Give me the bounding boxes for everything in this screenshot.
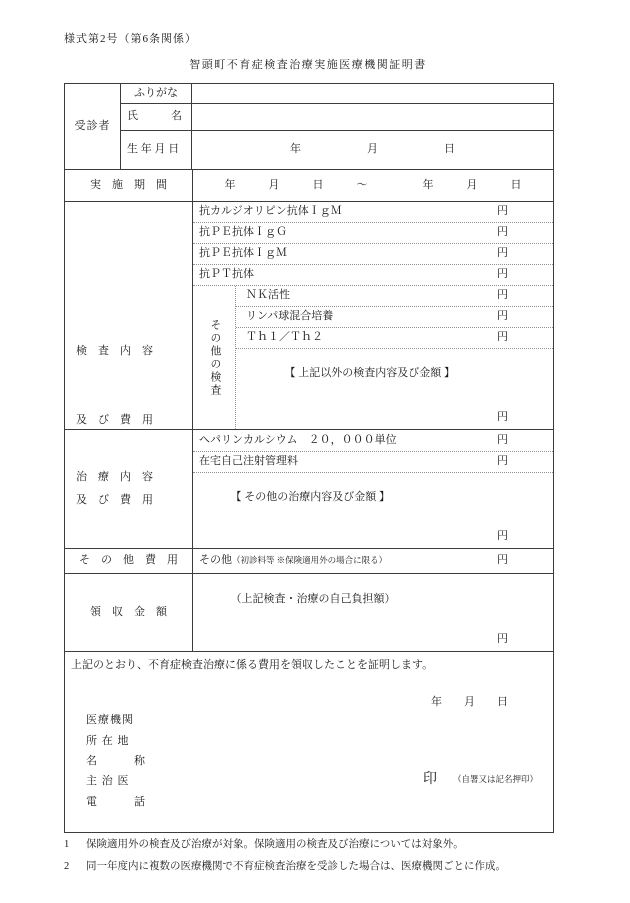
patient-rows bbox=[121, 84, 553, 169]
treatment-label-line1: 治 療 内 容 bbox=[76, 471, 153, 483]
note-item bbox=[64, 838, 574, 851]
other-fee-item-note: （初診料等 ※保険適用外の場合に限る） bbox=[232, 555, 388, 566]
treatment-free-label: 【 その他の治療内容及び金額 】 bbox=[230, 490, 390, 503]
treatment-section bbox=[65, 429, 553, 548]
exam-subitem-row bbox=[236, 328, 553, 349]
yen-unit: 円 bbox=[497, 310, 508, 323]
exam-label-line1: 検 査 内 容 bbox=[76, 345, 153, 357]
birthdate-label: 生 年 月 日 bbox=[121, 131, 192, 169]
birthdate-row bbox=[121, 130, 553, 169]
yen-unit: 円 bbox=[497, 633, 508, 646]
exam-item-row bbox=[193, 202, 553, 223]
note-number: 1 bbox=[64, 839, 70, 850]
certificate-table bbox=[64, 83, 554, 833]
receipt-section bbox=[65, 573, 553, 651]
exam-item-row bbox=[193, 265, 553, 286]
exam-item-row bbox=[193, 244, 553, 265]
yen-unit: 円 bbox=[497, 289, 508, 302]
yen-unit: 円 bbox=[497, 455, 508, 468]
exam-subitem-label: Ｔｈ１／Ｔｈ２ bbox=[246, 331, 323, 344]
furigana-blank-field bbox=[192, 84, 553, 103]
other-exam-free-label: 【 上記以外の検査内容及び金額 】 bbox=[284, 366, 455, 379]
period-label: 実 施 期 間 bbox=[65, 170, 193, 201]
exam-subitem-label: リンパ球混合培養 bbox=[246, 310, 334, 323]
other-exam-free-area bbox=[236, 349, 553, 429]
doctor-label: 主 治 医 bbox=[86, 775, 130, 787]
period-value-cell bbox=[193, 170, 553, 201]
receipt-content bbox=[193, 574, 553, 651]
other-fee-section bbox=[65, 548, 553, 573]
seal-note: （自署又は記名押印） bbox=[453, 774, 539, 785]
other-fee-label: そ の 他 費 用 bbox=[65, 549, 193, 573]
exam-subitem-row bbox=[236, 286, 553, 307]
treatment-item-label: ヘパリンカルシウム ２０，０００単位 bbox=[199, 433, 397, 446]
treatment-label-line2: 及 び 費 用 bbox=[76, 494, 153, 506]
receipt-note: （上記検査・治療の自己負担額） bbox=[230, 592, 396, 605]
document-title: 智頭町不育症検査治療実施医療機関証明書 bbox=[189, 59, 427, 71]
yen-unit: 円 bbox=[497, 433, 508, 446]
other-fee-item bbox=[199, 554, 387, 568]
certify-date-placeholder: 年 月 日 bbox=[431, 696, 508, 708]
yen-unit: 円 bbox=[497, 411, 508, 424]
treatment-free-area bbox=[193, 473, 553, 548]
phone-label: 電 話 bbox=[86, 796, 146, 808]
exam-item-label: 抗カルジオリピン抗体ＩｇＭ bbox=[199, 205, 342, 218]
exam-item-label: 抗ＰＴ抗体 bbox=[199, 268, 254, 281]
certify-statement: 上記のとおり、不育症検査治療に係る費用を領収したことを証明します。 bbox=[71, 659, 434, 671]
period-section bbox=[65, 169, 553, 201]
exam-subitem-row bbox=[236, 307, 553, 328]
other-exam-items bbox=[236, 286, 553, 429]
yen-unit: 円 bbox=[497, 205, 508, 218]
treatment-item-row bbox=[193, 452, 553, 473]
name-blank-field bbox=[192, 104, 553, 130]
yen-unit: 円 bbox=[497, 554, 508, 567]
yen-unit: 円 bbox=[497, 530, 508, 543]
yen-unit: 円 bbox=[497, 247, 508, 260]
exam-label-line2: 及 び 費 用 bbox=[76, 414, 153, 426]
yen-unit: 円 bbox=[497, 268, 508, 281]
other-exam-block bbox=[193, 286, 553, 429]
patient-section bbox=[65, 84, 553, 169]
other-exam-label: その他の検査 bbox=[208, 318, 221, 397]
birthdate-placeholder: 年 月 日 bbox=[290, 143, 455, 156]
other-fee-item-label: その他 bbox=[199, 554, 232, 567]
seal-area bbox=[423, 771, 547, 789]
footer-notes bbox=[64, 838, 574, 882]
exam-content bbox=[193, 202, 553, 429]
exam-item-label: 抗ＰＥ抗体ＩｇＭ bbox=[199, 247, 287, 260]
treatment-label bbox=[65, 430, 193, 548]
other-fee-content bbox=[193, 549, 553, 573]
address-label: 所 在 地 bbox=[86, 735, 130, 747]
furigana-row bbox=[121, 84, 553, 103]
yen-unit: 円 bbox=[497, 331, 508, 344]
note-text: 同一年度内に複数の医療機関で不育症検査治療を受診した場合は、医療機関ごとに作成。 bbox=[86, 861, 506, 873]
name-label: 氏 名 bbox=[121, 104, 192, 130]
form-number: 様式第2号（第6条関係） bbox=[64, 33, 197, 45]
treatment-item-label: 在宅自己注射管理料 bbox=[199, 455, 298, 468]
exam-section bbox=[65, 201, 553, 429]
seal-mark: 印 bbox=[423, 772, 437, 787]
receipt-label: 領 収 金 額 bbox=[65, 574, 193, 651]
name-row bbox=[121, 103, 553, 130]
other-exam-label-cell bbox=[193, 286, 236, 429]
exam-label bbox=[65, 202, 193, 429]
certify-section bbox=[65, 651, 553, 832]
institution-name-label: 名 称 bbox=[86, 755, 146, 767]
exam-item-label: 抗ＰＥ抗体ＩｇＧ bbox=[199, 226, 287, 239]
yen-unit: 円 bbox=[497, 226, 508, 239]
exam-subitem-label: ＮＫ活性 bbox=[246, 289, 290, 302]
furigana-label: ふりがな bbox=[121, 84, 192, 103]
treatment-item-row bbox=[193, 430, 553, 452]
other-fee-row bbox=[193, 549, 553, 573]
note-text: 保険適用外の検査及び治療が対象。保険適用の検査及び治療については対象外。 bbox=[86, 839, 464, 850]
receipt-amount-area bbox=[193, 574, 553, 651]
period-placeholder: 年 月 日 ～ 年 月 日 bbox=[224, 178, 522, 191]
note-item bbox=[64, 860, 574, 873]
medical-institution-label: 医療機関 bbox=[86, 714, 134, 726]
exam-item-row bbox=[193, 223, 553, 244]
treatment-content bbox=[193, 430, 553, 548]
patient-label: 受診者 bbox=[65, 84, 121, 169]
note-number: 2 bbox=[64, 861, 70, 873]
